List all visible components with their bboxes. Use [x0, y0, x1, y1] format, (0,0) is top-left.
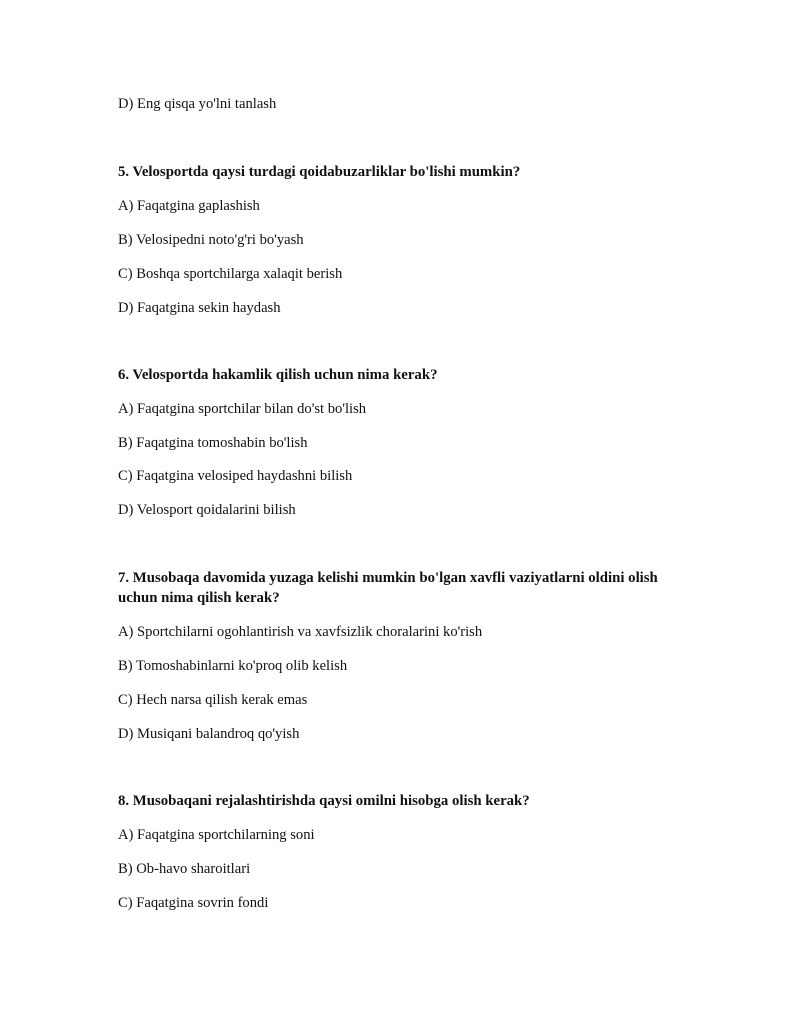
option-7b: B) Tomoshabinlarni ko'proq olib kelish [118, 658, 348, 674]
option-5d: D) Faqatgina sekin haydash [118, 300, 281, 316]
option-6b: B) Faqatgina tomoshabin bo'lish [118, 435, 308, 451]
option-7c: C) Hech narsa qilish kerak emas [118, 692, 308, 708]
question-8-text: 8. Musobaqani rejalashtirishda qaysi omilni hisobga olish kerak? [118, 793, 530, 809]
option-5a: A) Faqatgina gaplashish [118, 198, 260, 214]
option-8b: B) Ob-havo sharoitlari [118, 861, 251, 877]
question-6-text: 6. Velosportda hakamlik qilish uchun nima kerak? [118, 367, 438, 383]
option-7d: D) Musiqani balandroq qo'yish [118, 726, 300, 742]
option-6c: C) Faqatgina velosiped haydashni bilish [118, 468, 353, 484]
question-7-text: 7. Musobaqa davomida yuzaga kelishi mumkin bo'lgan xavfli vaziyatlarni oldini olish uchun nima qilish kerak? [118, 570, 658, 606]
question-5-text: 5. Velosportda qaysi turdagi qoidabuzarliklar bo'lishi mumkin? [118, 164, 521, 180]
option-6a: A) Faqatgina sportchilar bilan do'st bo'lish [118, 401, 367, 417]
option-8c: C) Faqatgina sovrin fondi [118, 895, 269, 911]
option-8a: A) Faqatgina sportchilarning soni [118, 827, 315, 843]
option-7a: A) Sportchilarni ogohlantirish va xavfsizlik choralarini ko'rish [118, 624, 483, 640]
option-6d: D) Velosport qoidalarini bilish [118, 502, 296, 518]
option-5b: B) Velosipedni noto'g'ri bo'yash [118, 232, 304, 248]
option-4d: D) Eng qisqa yo'lni tanlash [118, 96, 277, 112]
option-5c: C) Boshqa sportchilarga xalaqit berish [118, 266, 343, 282]
